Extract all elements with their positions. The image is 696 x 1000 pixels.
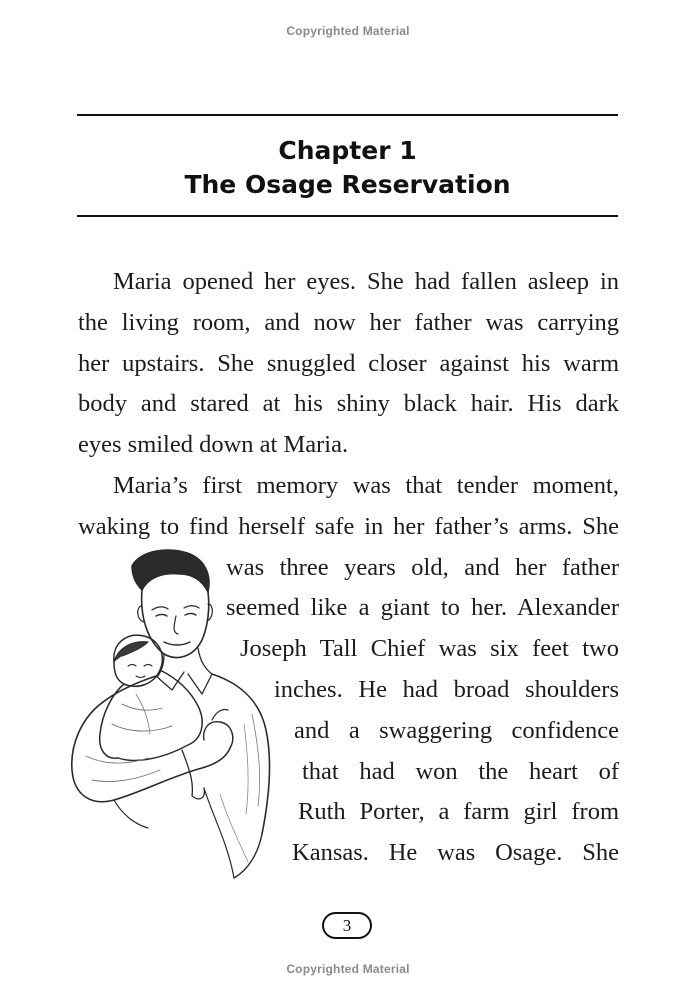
text-line: was three years old, and her father: [226, 553, 619, 581]
copyright-watermark-bottom: Copyrighted Material: [286, 962, 410, 976]
text-line: Kansas. He was Osage. She: [292, 839, 619, 867]
text-line: Maria’s first memory was that tender moment,: [113, 471, 619, 499]
text-line: waking to find herself safe in her father’s arms. She: [78, 512, 619, 540]
text-line: Ruth Porter, a farm girl from: [298, 798, 619, 826]
text-line: that had won the heart of: [302, 757, 619, 785]
text-line: her upstairs. She snuggled closer against his warm: [78, 349, 619, 377]
chapter-rule-top: [77, 114, 618, 116]
text-line: and a swaggering confidence: [294, 716, 619, 744]
text-line: seemed like a giant to her. Alexander: [226, 594, 619, 622]
text-line: inches. He had broad shoulders: [274, 675, 619, 703]
text-line: Joseph Tall Chief was six feet two: [240, 635, 619, 663]
text-line: the living room, and now her father was carrying: [78, 308, 619, 336]
page-number: 3: [322, 912, 372, 939]
chapter-heading: [77, 134, 618, 202]
chapter-title: The Osage Reservation: [184, 170, 511, 199]
chapter-number: Chapter 1: [278, 136, 417, 165]
text-line: eyes smiled down at Maria.: [78, 431, 349, 459]
copyright-watermark-top: Copyrighted Material: [286, 24, 410, 38]
text-line: Maria opened her eyes. She had fallen asleep in: [113, 268, 619, 295]
text-line: body and stared at his shiny black hair. His dark: [78, 390, 619, 418]
chapter-rule-bottom: [77, 215, 618, 217]
father-holding-child-illustration: [52, 544, 290, 884]
